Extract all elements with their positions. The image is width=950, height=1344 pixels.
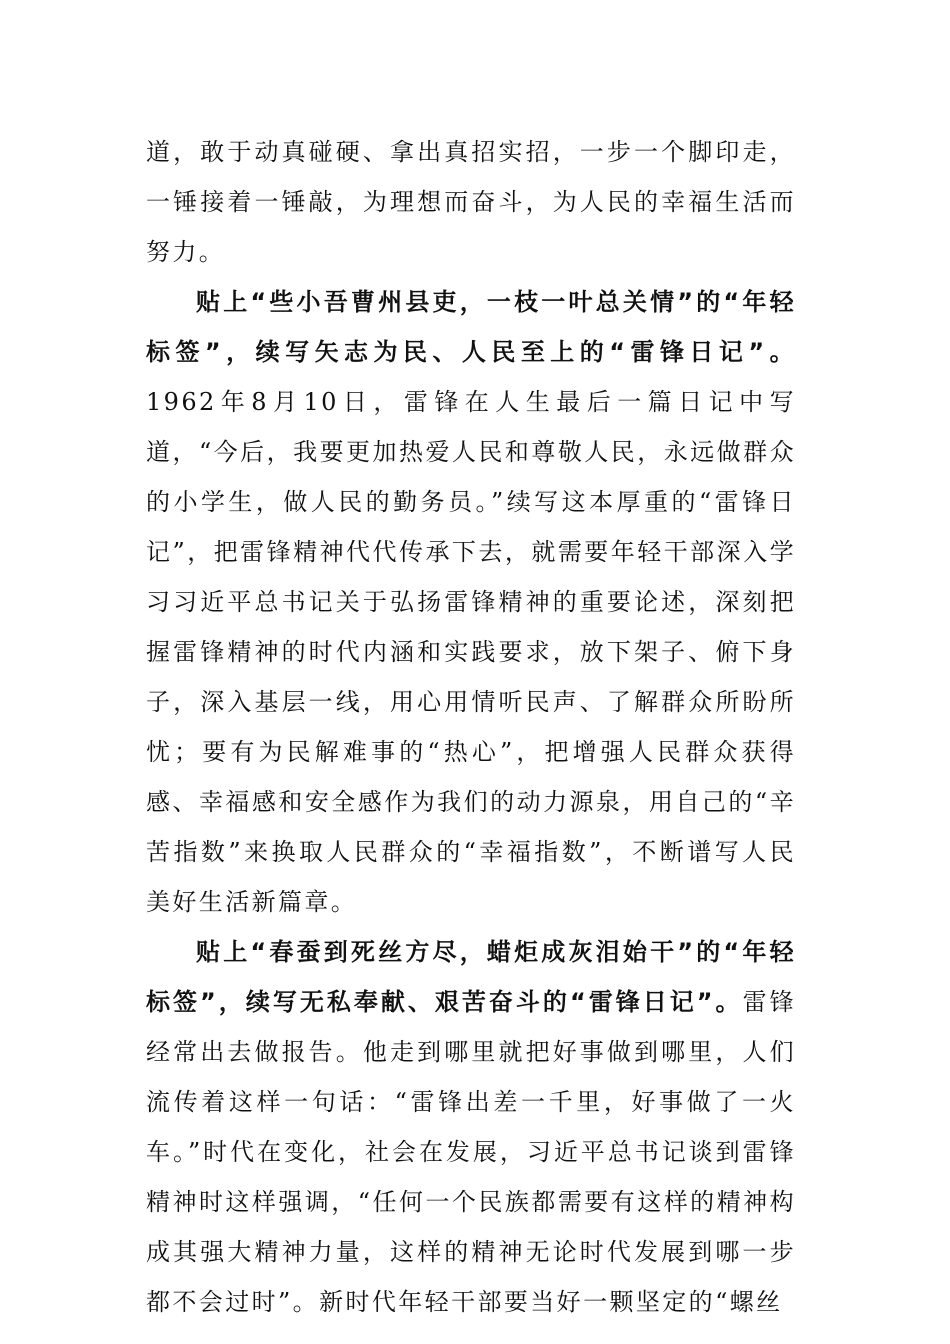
article-body — [146, 127, 796, 1327]
paragraph-lead-heading: 贴上“些小吾曹州县吏，一枝一叶总关情”的“年轻标签”，续写矢志为民、人民至上的“雷锋日记”。 — [146, 288, 796, 366]
paragraph-text: 1962年8月10日，雷锋在人生最后一篇日记中写道，“今后，我要更加热爱人民和尊敬人民，永远做群众的小学生，做人民的勤务员。”续写这本厚重的“雷锋日记”，把雷锋精神代代传承下去，就需要年轻干部深入学习习近平总书记关于弘扬雷锋精神的重要论述，深刻把握雷锋精神的时代内涵和实践要求，放下架子、俯下身子，深入基层一线，用心用情听民声、了解群众所盼所忧；要有为民解难事的“热心”，把增强人民群众获得感、幸福感和安全感作为我们的动力源泉，用自己的“辛苦指数”来换取人民群众的“幸福指数”，不断谱写人民美好生活新篇章。 — [146, 388, 796, 916]
paragraph-diary-dedication — [146, 927, 796, 1327]
paragraph-diary-people — [146, 277, 796, 927]
paragraph-continuation — [146, 127, 796, 277]
paragraph-lead-heading: 贴上“春蚕到死丝方尽，蜡炬成灰泪始干”的“年轻标签”，续写无私奉献、艰苦奋斗的“雷锋日记”。 — [146, 938, 796, 1016]
paragraph-text: 道，敢于动真碰硬、拿出真招实招，一步一个脚印走，一锤接着一锤敲，为理想而奋斗，为人民的幸福生活而努力。 — [146, 138, 796, 266]
paragraph-text: 雷锋经常出去做报告。他走到哪里就把好事做到哪里，人们流传着这样一句话：“雷锋出差一千里，好事做了一火车。”时代在变化，社会在发展，习近平总书记谈到雷锋精神时这样强调，“任何一个民族都需要有这样的精神构成其强大精神力量，这样的精神无论时代发展到哪一步都不会过时”。新时代年轻干部要当好一颗坚定的“螺丝 — [146, 988, 796, 1316]
